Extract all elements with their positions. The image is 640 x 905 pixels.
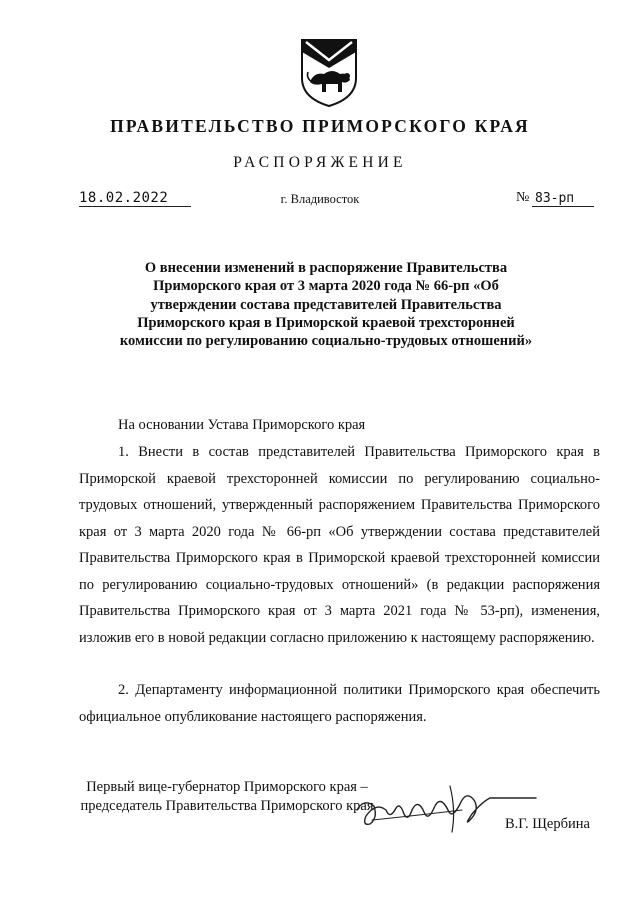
- document-type: РАСПОРЯЖЕНИЕ: [233, 154, 407, 171]
- document-subject: О внесении изменений в распоряжение Правительства Приморского края от 3 марта 2020 года № 66-рп «Об утверждении состава представителей Правительства Приморского края в Приморской краевой трехсторонней комиссии по регулированию социально-трудовых отношений»: [119, 260, 533, 350]
- document-number: 83-рп: [535, 191, 575, 206]
- paragraph-1: 1. Внести в состав представителей Правительства Приморского края в Приморской краевой трехсторонней комиссии по регулированию социально-трудовых отношений, утвержденный распоряжением Правительства Приморского края от 3 марта 2020 года № 66-рп «Об утверждении состава представителей Правительства Приморского края в Приморской краевой трехсторонней комиссии по регулированию социально-трудовых отношений» (в редакции распоряжения Правительства Приморского края от 3 марта 2021 года № 53-рп), изменения, изложив его в новой редакции согласно приложению к настоящему распоряжению.: [79, 444, 600, 646]
- number-underline: [532, 206, 594, 207]
- document-date: 18.02.2022: [79, 190, 169, 206]
- signatory-name: В.Г. Щербина: [505, 816, 590, 832]
- basis-paragraph: На основании Устава Приморского края: [118, 417, 366, 433]
- number-sign: №: [516, 190, 530, 205]
- document-city: г. Владивосток: [280, 192, 360, 206]
- signatory-position: Первый вице-губернатор Приморского края – председатель Правительства Приморского края: [80, 779, 374, 814]
- government-title: ПРАВИТЕЛЬСТВО ПРИМОРСКОГО КРАЯ: [110, 116, 530, 136]
- paragraph-2: 2. Департаменту информационной политики Приморского края обеспечить официальное опубликование настоящего распоряжения.: [79, 682, 600, 725]
- coat-of-arms-icon: [298, 38, 360, 108]
